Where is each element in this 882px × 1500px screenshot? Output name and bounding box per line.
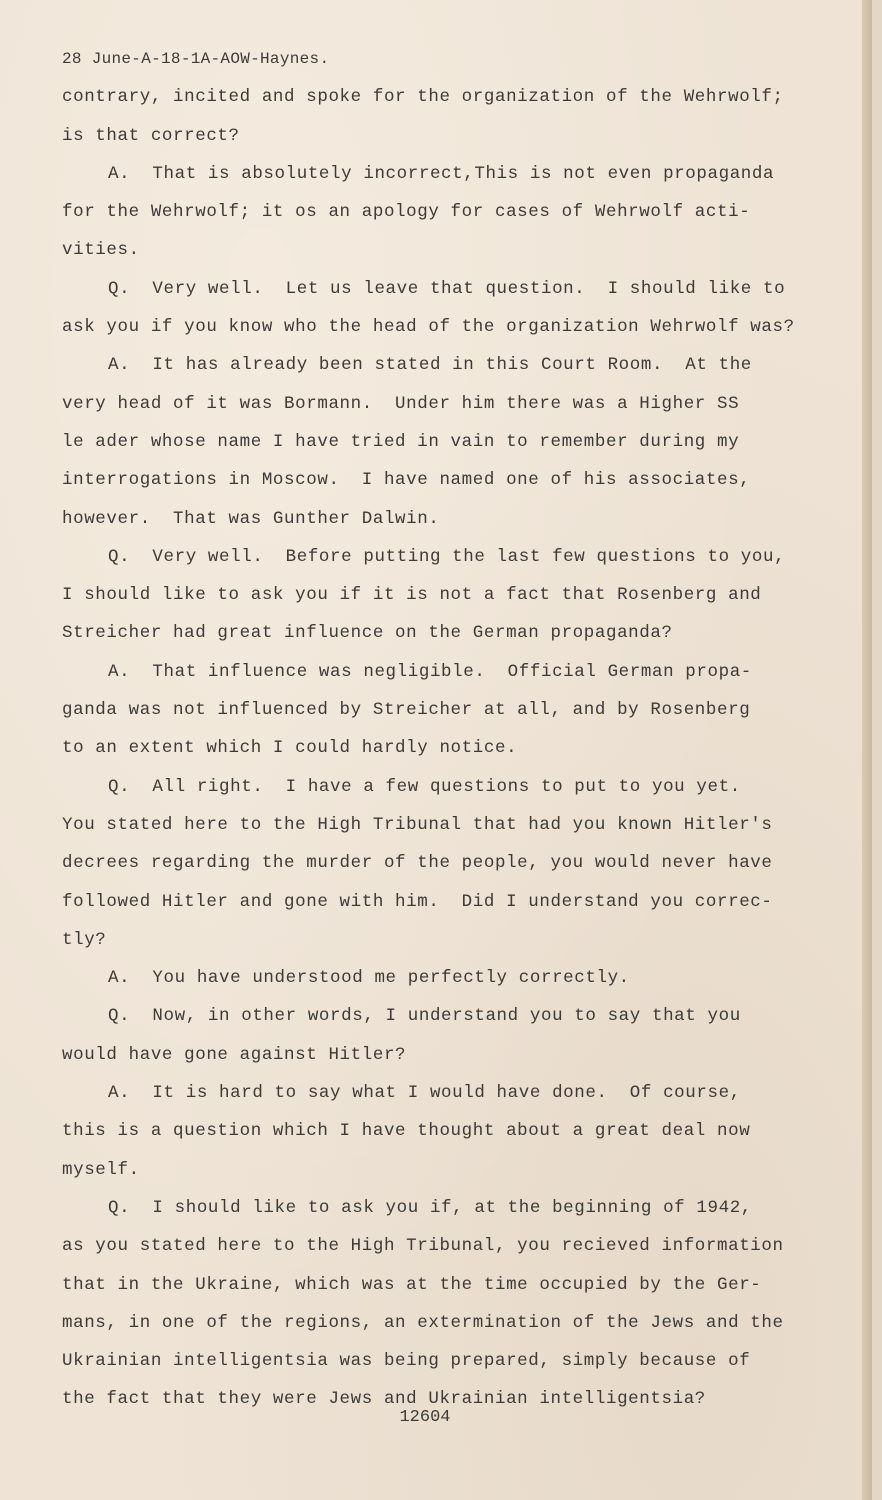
transcript-line: le ader whose name I have tried in vain to remember during my [62,431,740,452]
transcript-line: Q. Very well. Let us leave that question. I should like to [108,278,786,299]
transcript-line: Ukrainian intelligentsia was being prepared, simply because of [62,1351,751,1372]
page-header: 28 June-A-18-1A-AOW-Haynes. [62,50,330,68]
page-number: 12604 [399,1408,451,1427]
transcript-line: You stated here to the High Tribunal that had you known Hitler's [62,814,773,835]
transcript-line: Streicher had great influence on the German propaganda? [62,623,673,644]
transcript-line: mans, in one of the regions, an extermination of the Jews and the [62,1312,784,1333]
transcript-text [62,40,832,1419]
transcript-line: followed Hitler and gone with him. Did I understand you correc- [62,891,773,912]
transcript-line: is that correct? [62,125,240,146]
transcript-line: myself. [62,1159,140,1180]
transcript-line: however. That was Gunther Dalwin. [62,508,440,529]
transcript-line: for the Wehrwolf; it os an apology for cases of Wehrwolf acti- [62,202,751,223]
transcript-line: decrees regarding the murder of the people, you would never have [62,853,773,874]
transcript-line: Q. I should like to ask you if, at the beginning of 1942, [108,1197,752,1218]
transcript-line: A. That influence was negligible. Official German propa- [108,661,752,682]
transcript-line: would have gone against Hitler? [62,1044,407,1065]
transcript-line: as you stated here to the High Tribunal, you recieved information [62,1236,784,1257]
transcript-line: to an extent which I could hardly notice. [62,738,518,759]
transcript-line: contrary, incited and spoke for the organization of the Wehrwolf; [62,87,784,108]
transcript-line: interrogations in Moscow. I have named one of his associates, [62,470,751,491]
transcript-line: this is a question which I have thought about a great deal now [62,1121,751,1142]
transcript-line: ganda was not influenced by Streicher at all, and by Rosenberg [62,700,751,721]
transcript-line: I should like to ask you if it is not a fact that Rosenberg and [62,585,762,606]
transcript-line: A. You have understood me perfectly correctly. [108,968,630,989]
transcript-line: A. It is hard to say what I would have done. Of course, [108,1083,741,1104]
transcript-line: ask you if you know who the head of the organization Wehrwolf was? [62,317,795,338]
transcript-lines [62,78,832,1418]
transcript-line: very head of it was Bormann. Under him there was a Higher SS [62,393,740,414]
transcript-line: Q. Very well. Before putting the last few questions to you, [108,546,786,567]
page-edge [862,0,872,1500]
transcript-line: A. It has already been stated in this Court Room. At the [108,355,752,376]
transcript-line: the fact that they were Jews and Ukrainian intelligentsia? [62,1389,706,1410]
transcript-line: Q. All right. I have a few questions to put to you yet. [108,776,741,797]
transcript-line: A. That is absolutely incorrect,This is not even propaganda [108,163,775,184]
transcript-line: tly? [62,929,107,950]
transcript-line: that in the Ukraine, which was at the time occupied by the Ger- [62,1274,762,1295]
transcript-line: Q. Now, in other words, I understand you to say that you [108,1006,741,1027]
transcript-line: vities. [62,240,140,261]
